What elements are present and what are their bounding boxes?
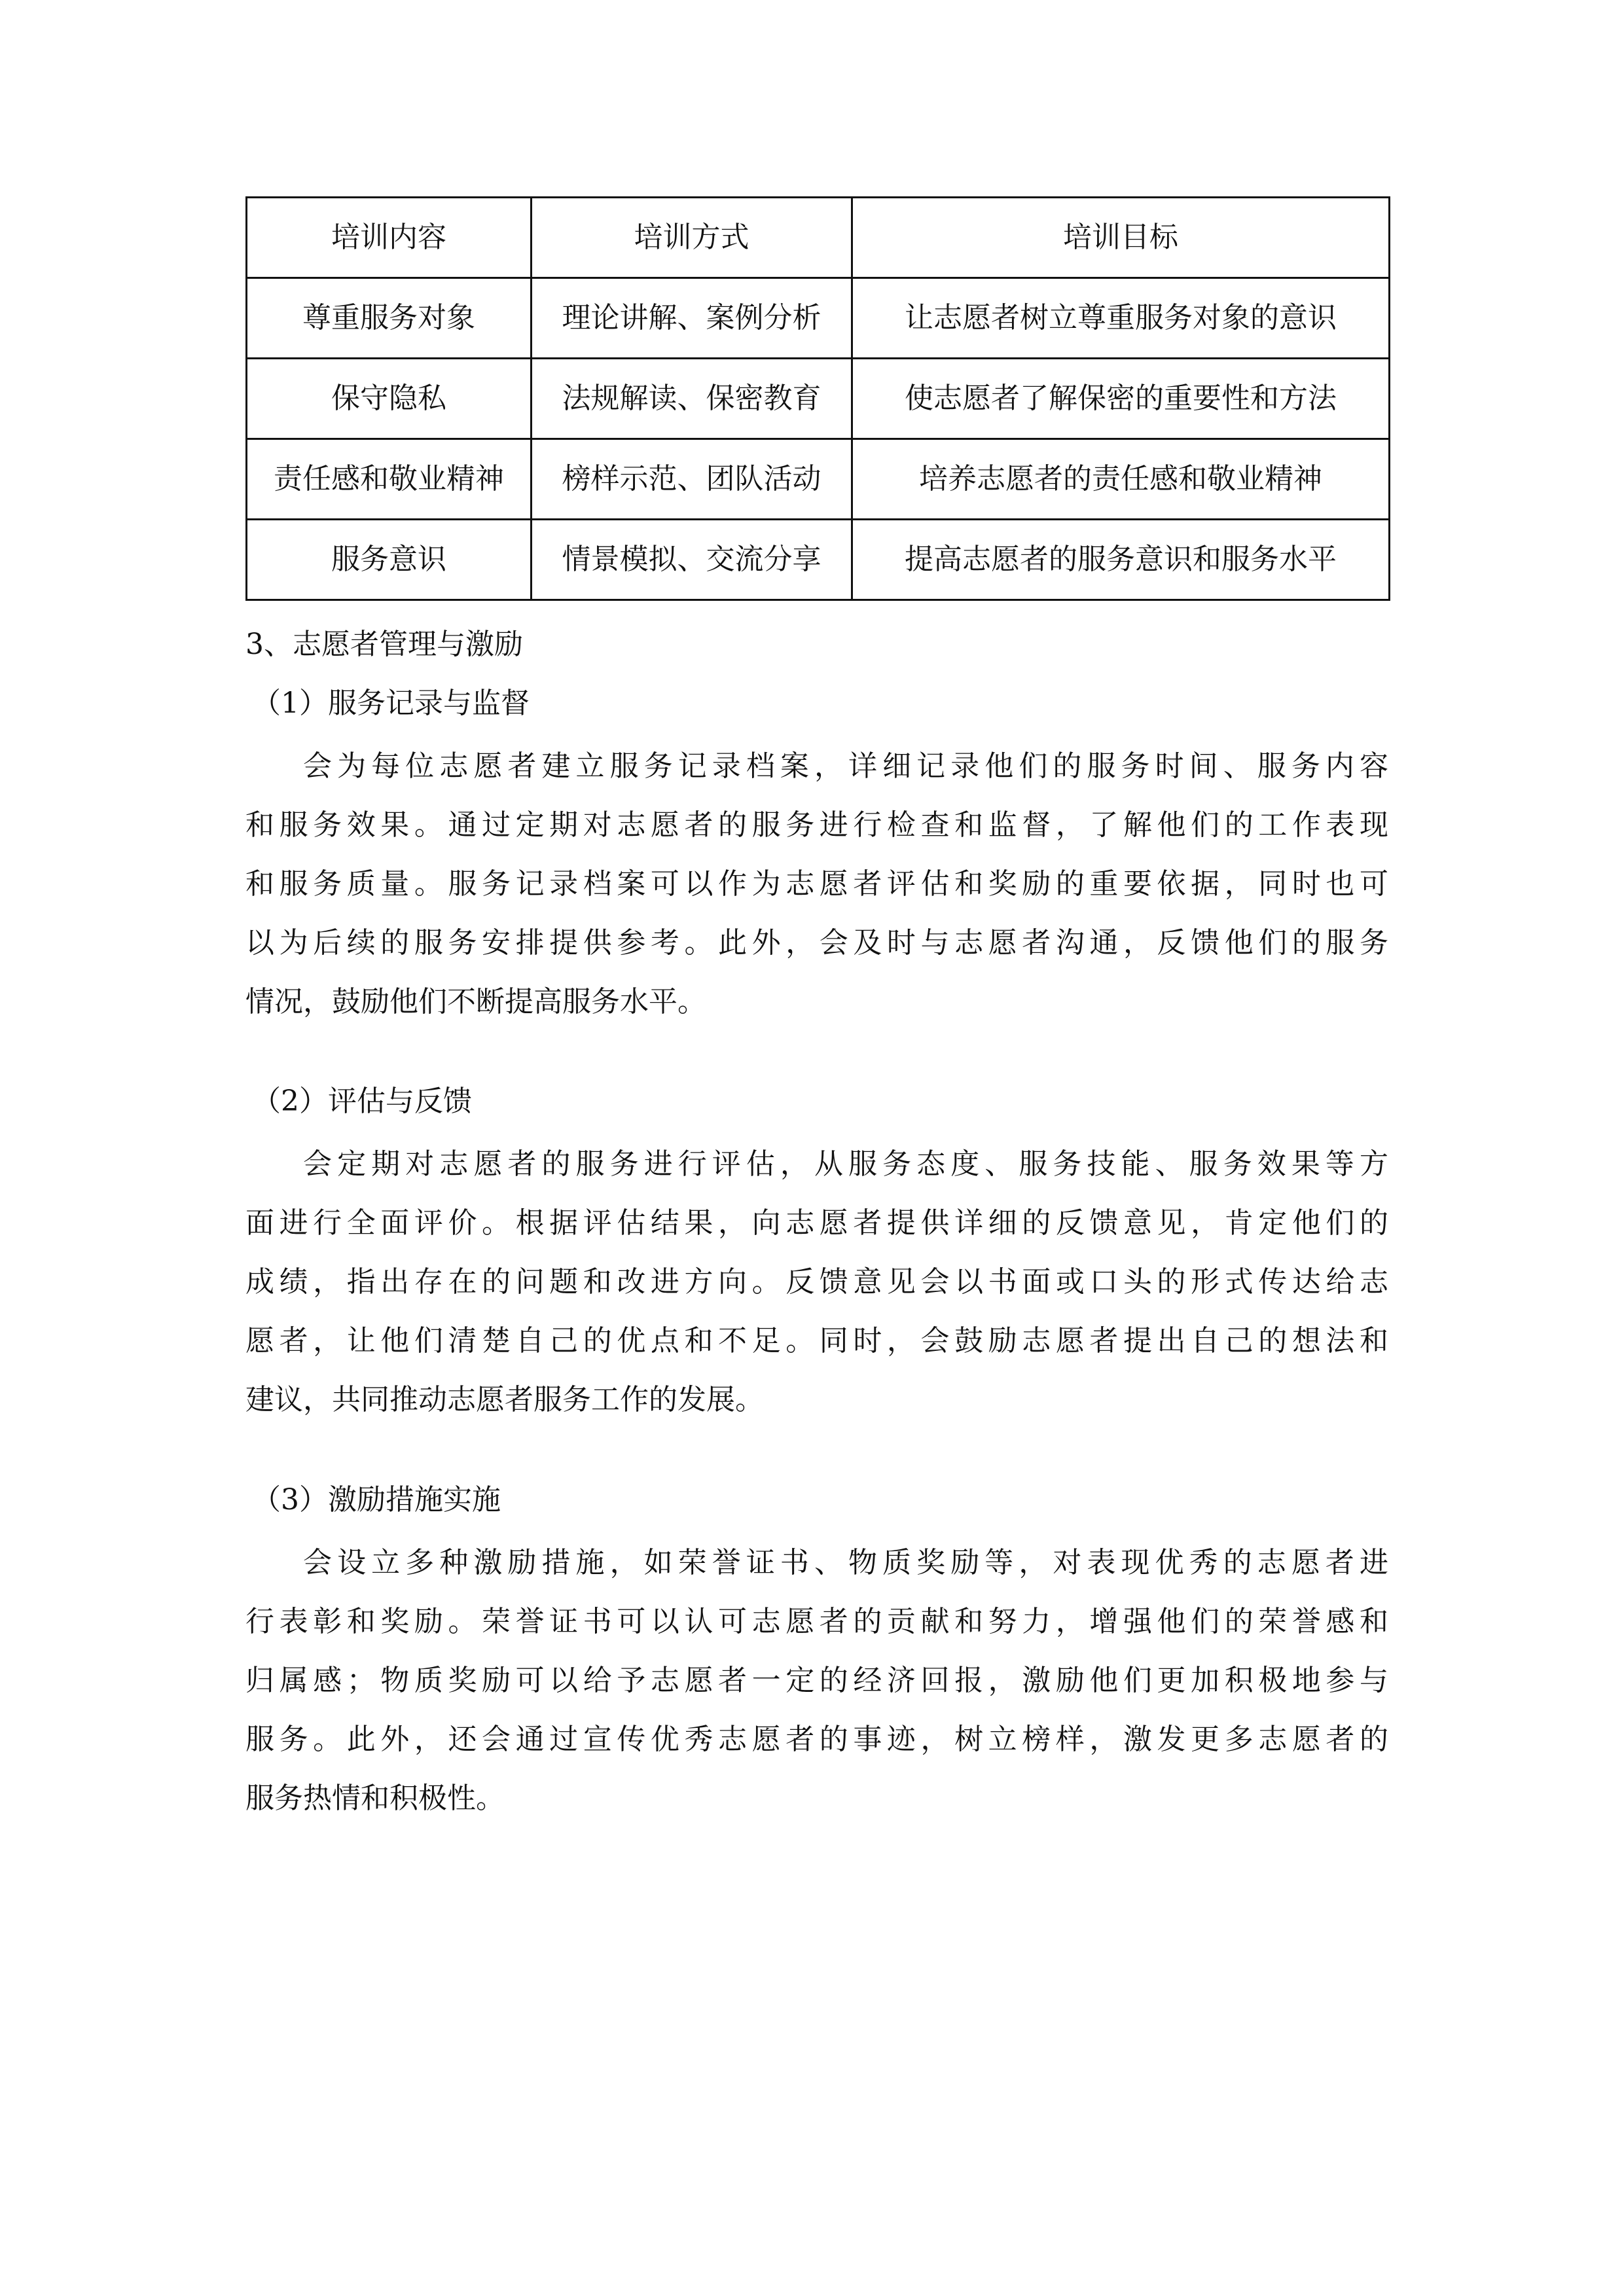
section-heading: 3、志愿者管理与激励 bbox=[245, 628, 523, 661]
header-cell-content: 培训内容 bbox=[247, 198, 532, 278]
paragraph-line: 成绩，指出存在的问题和改进方向。反馈意见会以书面或口头的形式传达给志 bbox=[245, 1265, 1388, 1299]
paragraph-line: 会定期对志愿者的服务进行评估，从服务态度、服务技能、服务效果等方 bbox=[303, 1147, 1388, 1181]
paragraph-evaluation bbox=[245, 1135, 1388, 1429]
paragraph-line: 面进行全面评价。根据评估结果，向志愿者提供详细的反馈意见，肯定他们的 bbox=[245, 1206, 1388, 1240]
paragraph-line: 会设立多种激励措施，如荣誉证书、物质奖励等，对表现优秀的志愿者进 bbox=[303, 1546, 1388, 1579]
subsection-heading-incentive: （3）激励措施实施 bbox=[252, 1483, 501, 1516]
table-cell: 提高志愿者的服务意识和服务水平 bbox=[852, 520, 1390, 600]
paragraph-record bbox=[245, 737, 1388, 1031]
paragraph-line: 和服务效果。通过定期对志愿者的服务进行检查和监督，了解他们的工作表现 bbox=[245, 808, 1388, 842]
paragraph-line: 以为后续的服务安排提供参考。此外，会及时与志愿者沟通，反馈他们的服务 bbox=[245, 926, 1388, 960]
header-cell-goal: 培训目标 bbox=[852, 198, 1390, 278]
table-cell: 服务意识 bbox=[247, 520, 532, 600]
table-cell: 使志愿者了解保密的重要性和方法 bbox=[852, 359, 1390, 439]
paragraph-line: 行表彰和奖励。荣誉证书可以认可志愿者的贡献和努力，增强他们的荣誉感和 bbox=[245, 1605, 1388, 1638]
table-row bbox=[247, 520, 1390, 600]
table-row bbox=[247, 439, 1390, 520]
table-header-row bbox=[247, 198, 1390, 278]
table-cell: 责任感和敬业精神 bbox=[247, 439, 532, 520]
paragraph-line: 服务。此外，还会通过宣传优秀志愿者的事迹，树立榜样，激发更多志愿者的 bbox=[245, 1723, 1388, 1756]
subsection-heading-evaluation: （2）评估与反馈 bbox=[252, 1085, 472, 1118]
table-cell: 让志愿者树立尊重服务对象的意识 bbox=[852, 278, 1390, 359]
paragraph-line: 建议，共同推动志愿者服务工作的发展。 bbox=[245, 1383, 764, 1416]
table-row bbox=[247, 359, 1390, 439]
table-cell: 尊重服务对象 bbox=[247, 278, 532, 359]
table-cell: 理论讲解、案例分析 bbox=[532, 278, 852, 359]
header-cell-method: 培训方式 bbox=[532, 198, 852, 278]
training-table bbox=[245, 196, 1390, 601]
table-cell: 榜样示范、团队活动 bbox=[532, 439, 852, 520]
paragraph-line: 和服务质量。服务记录档案可以作为志愿者评估和奖励的重要依据，同时也可 bbox=[245, 867, 1388, 901]
paragraph-incentive bbox=[245, 1534, 1388, 1828]
paragraph-line: 愿者，让他们清楚自己的优点和不足。同时，会鼓励志愿者提出自己的想法和 bbox=[245, 1324, 1388, 1357]
table-cell: 情景模拟、交流分享 bbox=[532, 520, 852, 600]
paragraph-line: 会为每位志愿者建立服务记录档案，详细记录他们的服务时间、服务内容 bbox=[303, 749, 1388, 783]
paragraph-line: 情况，鼓励他们不断提高服务水平。 bbox=[245, 985, 706, 1018]
table-cell: 培养志愿者的责任感和敬业精神 bbox=[852, 439, 1390, 520]
table-cell: 保守隐私 bbox=[247, 359, 532, 439]
subsection-heading-record: （1）服务记录与监督 bbox=[252, 687, 530, 720]
table-row bbox=[247, 278, 1390, 359]
table-cell: 法规解读、保密教育 bbox=[532, 359, 852, 439]
paragraph-line: 归属感；物质奖励可以给予志愿者一定的经济回报，激励他们更加积极地参与 bbox=[245, 1664, 1388, 1697]
paragraph-line: 服务热情和积极性。 bbox=[245, 1782, 505, 1815]
